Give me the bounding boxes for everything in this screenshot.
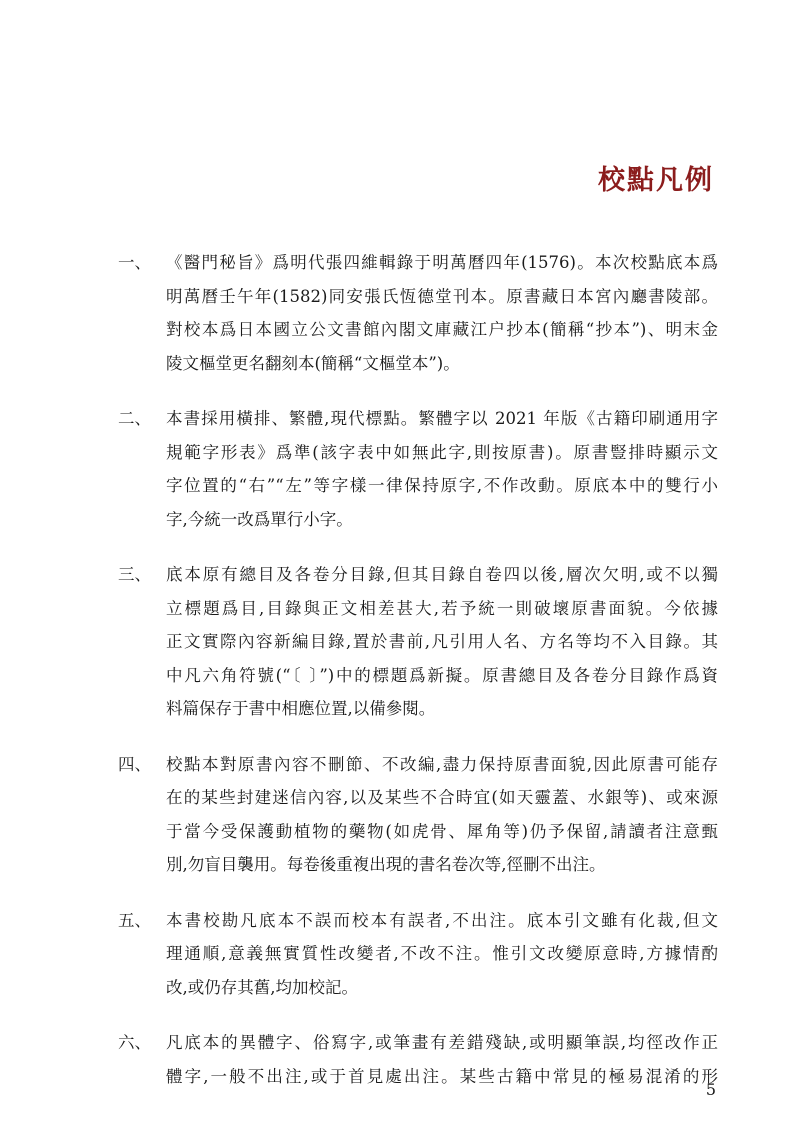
item-text	[166, 748, 718, 882]
text-line: 正文實際內容新編目錄,置於書前,凡引用人名、方名等均不入目錄。其	[166, 632, 718, 651]
item-text	[166, 1026, 718, 1093]
item-text	[166, 246, 718, 380]
text-line: 對校本爲日本國立公文書館內閣文庫藏江户抄本(簡稱“抄本”)、明末金	[166, 320, 718, 339]
text-line: 底本原有總目及各卷分目錄,但其目錄自卷四以後,層次欠明,或不以獨	[166, 565, 718, 584]
item-number: 一、	[118, 253, 151, 272]
text-line: 別,勿盲目襲用。每卷後重複出現的書名卷次等,徑刪不出注。	[166, 855, 606, 874]
list-item	[118, 904, 718, 1005]
text-line: 明萬曆壬午年(1582)同安張氏恆德堂刊本。原書藏日本宮內廳書陵部。	[166, 286, 718, 306]
text-line: 本書校勘凡底本不誤而校本有誤者,不出注。底本引文雖有化裁,但文	[166, 910, 718, 930]
page-title: 校點凡例	[598, 165, 714, 196]
list-item	[118, 402, 718, 536]
page-number: 5	[705, 1080, 716, 1099]
item-number: 六、	[118, 1033, 151, 1052]
item-number: 二、	[118, 409, 151, 428]
text-line: 體字,一般不出注,或于首見處出注。某些古籍中常見的極易混淆的形	[166, 1066, 718, 1086]
item-text	[166, 558, 718, 726]
text-line: 本書採用橫排、繁體,現代標點。繁體字以 2021 年版《古籍印刷通用字	[166, 409, 718, 428]
text-line: 陵文樞堂更名翻刻本(簡稱“文樞堂本”)。	[166, 353, 460, 373]
text-line: 在的某些封建迷信內容,以及某些不合時宜(如天靈蓋、水銀等)、或來源	[166, 788, 718, 807]
list-item	[118, 246, 718, 380]
text-line: 字位置的“右”“左”等字樣一律保持原字,不作改動。原底本中的雙行小	[166, 476, 718, 495]
text-line: 校點本對原書內容不刪節、不改編,盡力保持原書面貌,因此原書可能存	[166, 754, 718, 774]
list-item	[118, 1026, 718, 1093]
notes-list	[118, 246, 718, 1093]
item-number: 三、	[118, 565, 151, 584]
item-text	[166, 402, 718, 536]
text-line: 《醫門秘旨》爲明代張四維輯錄于明萬曆四年(1576)。本次校點底本爲	[166, 253, 718, 272]
text-line: 料篇保存于書中相應位置,以備參閱。	[166, 699, 436, 718]
list-item	[118, 558, 718, 726]
text-line: 中凡六角符號(“〔 〕”)中的標題爲新擬。原書總目及各卷分目錄作爲資	[166, 665, 718, 685]
text-line: 理通順,意義無實質性改變者,不改不注。惟引文改變原意時,方據情酌	[166, 944, 718, 963]
item-number: 四、	[118, 754, 151, 774]
text-line: 規範字形表》爲準(該字表中如無此字,則按原書)。原書豎排時顯示文	[166, 442, 718, 462]
text-line: 立標題爲目,目錄與正文相差甚大,若予統一則破壞原書面貌。今依據	[166, 598, 718, 618]
text-line: 字,今統一改爲單行小字。	[166, 509, 353, 529]
text-line: 改,或仍存其舊,均加校記。	[166, 977, 358, 997]
text-line: 于當今受保護動植物的藥物(如虎骨、犀角等)仍予保留,請讀者注意甄	[166, 821, 718, 841]
list-item	[118, 748, 718, 882]
item-number: 五、	[118, 910, 151, 930]
item-text	[166, 904, 718, 1005]
text-line: 凡底本的異體字、俗寫字,或筆畫有差錯殘缺,或明顯筆誤,均徑改作正	[166, 1033, 718, 1052]
